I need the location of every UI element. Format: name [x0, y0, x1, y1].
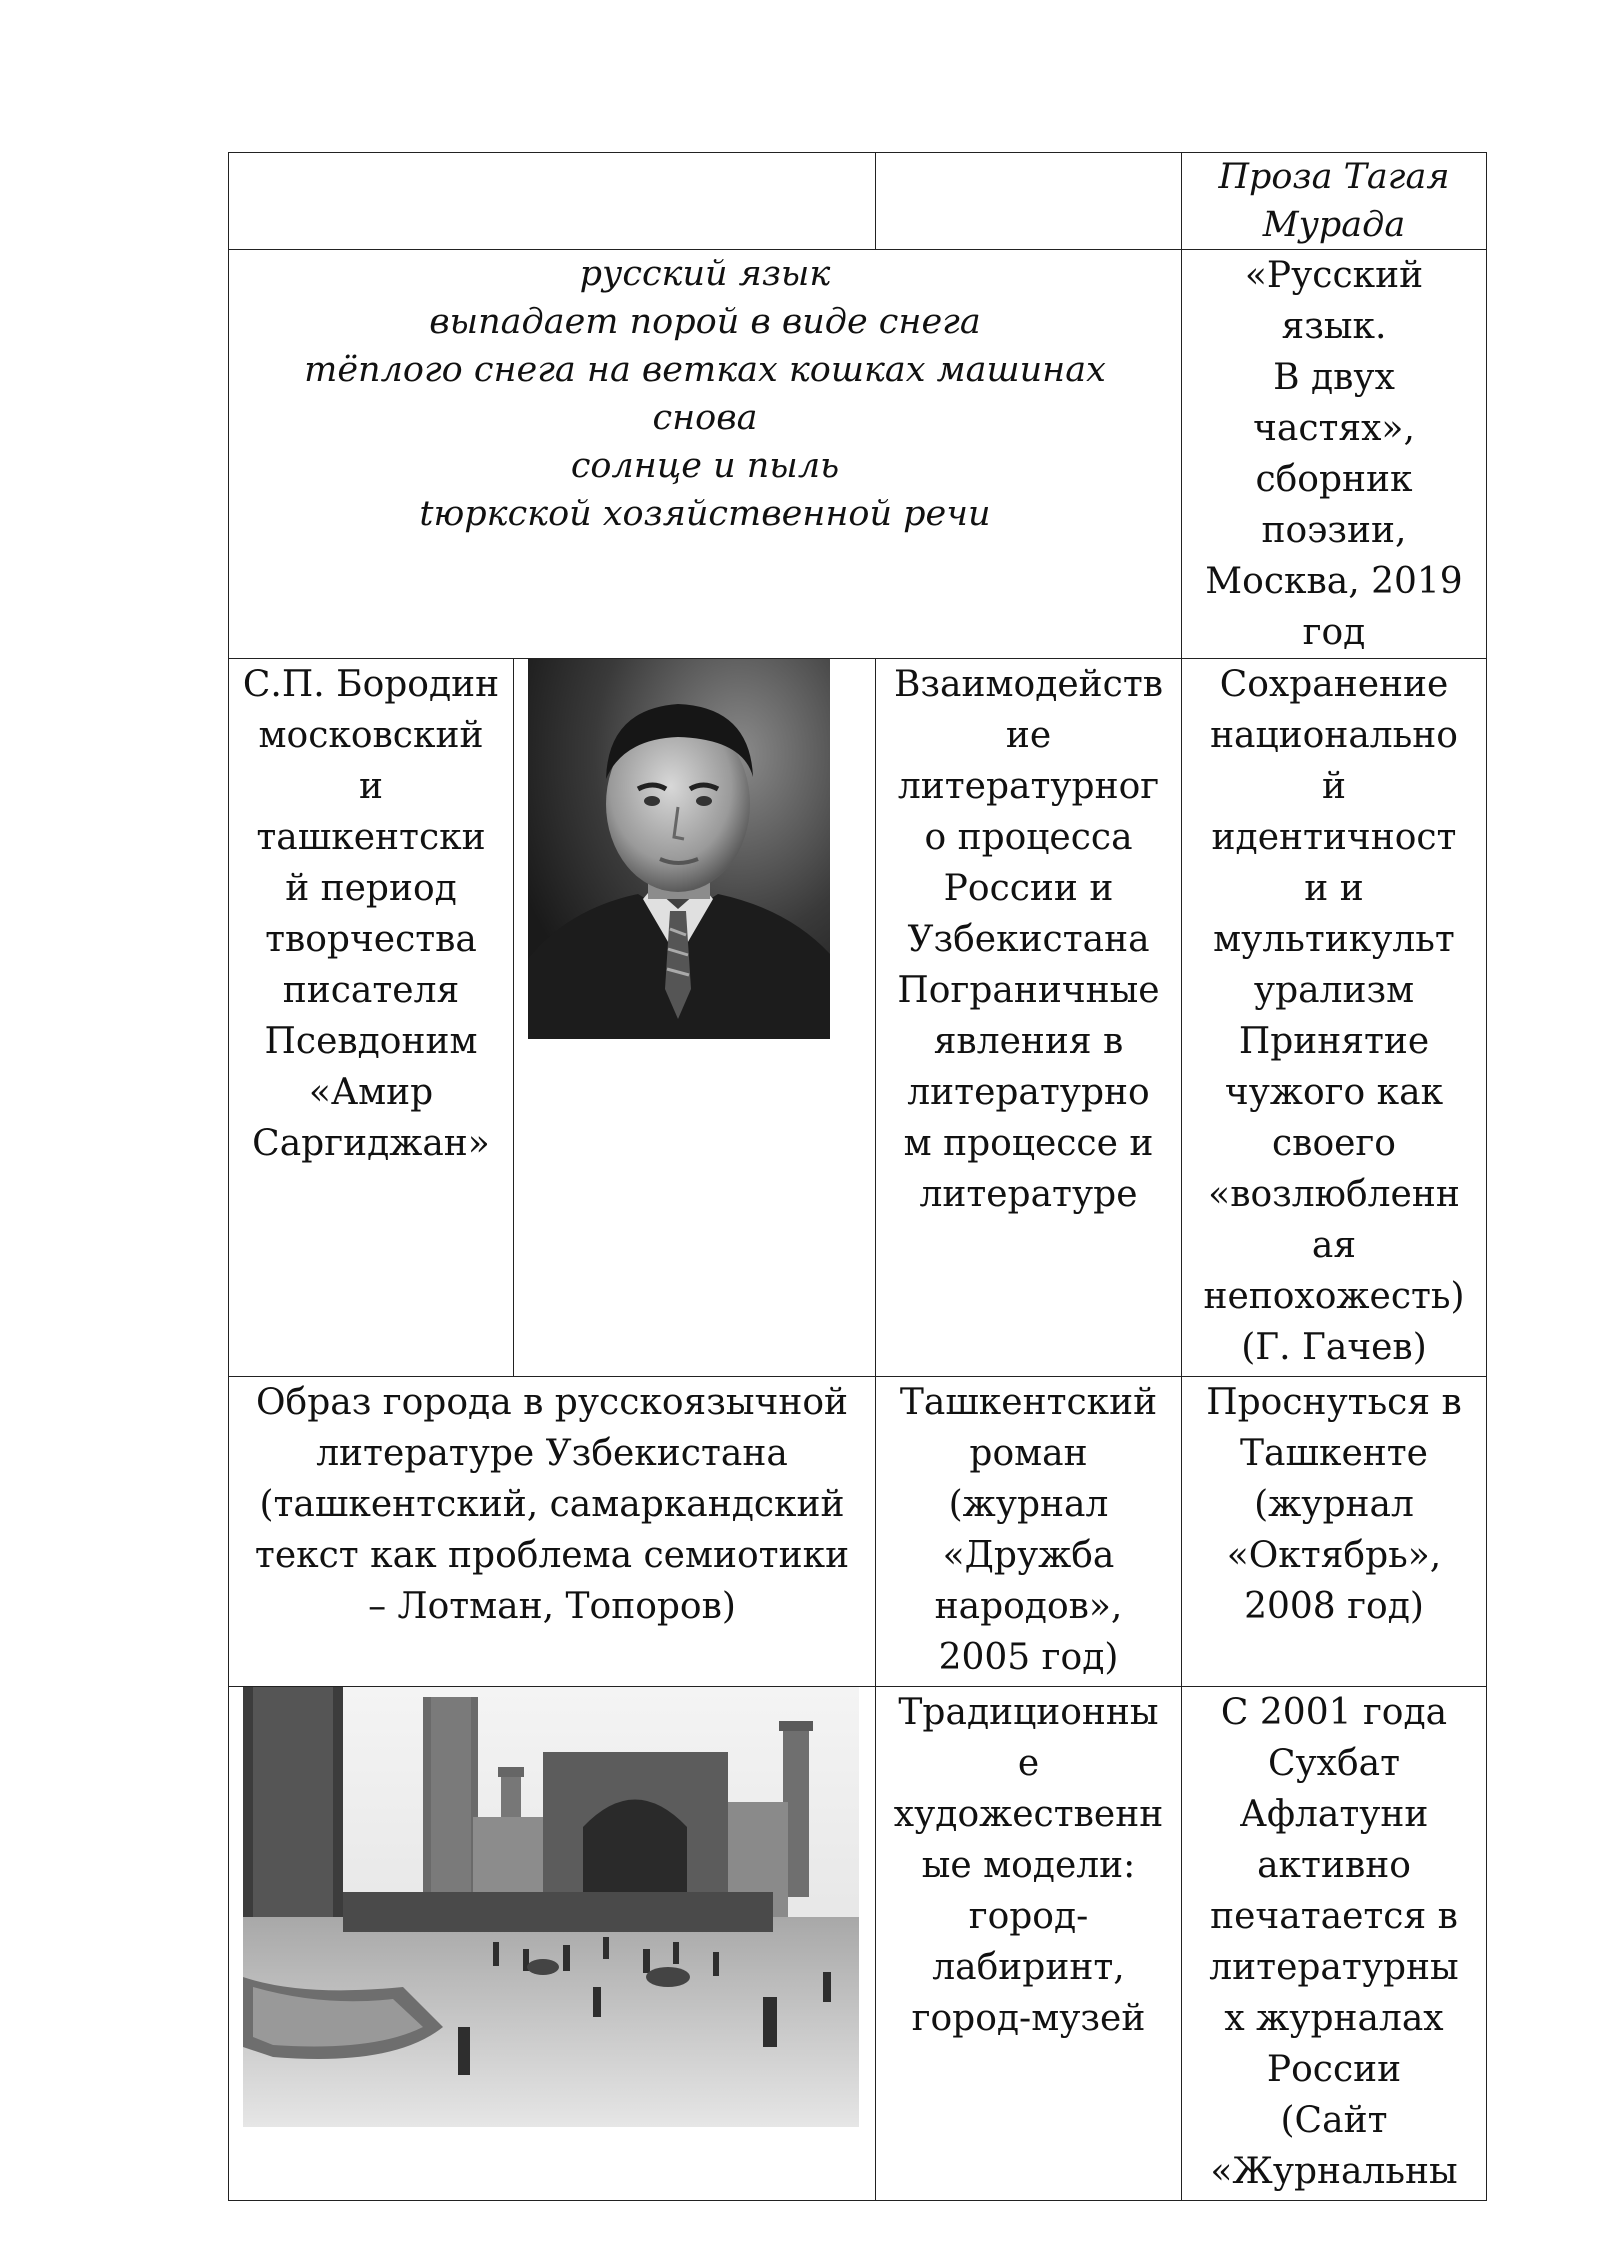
empty-cell	[876, 153, 1182, 250]
interaction-cell: Взаимодейств ие литературног о процесса России и Узбекистана Пограничные явления в литературно м процессе и литературе	[876, 659, 1182, 1377]
city-photo	[243, 1687, 859, 2127]
table-row	[229, 250, 1487, 659]
traditional-models-cell: Традиционны е художественн ые модели: город- лабиринт, город-музей	[876, 1687, 1182, 2201]
empty-cell	[229, 153, 876, 250]
identity-cell: Сохранение национально й идентичност и и мультикульт урализм Принятие чужого как своего «возлюбленн ая непохожесть) (Г. Гачев)	[1182, 659, 1487, 1377]
poem-cell: русский язык выпадает порой в виде снега тёплого снега на ветках кошках машинах снова солнце и пыль tюркской хозяйственной речи	[229, 250, 1182, 659]
table-row	[229, 1377, 1487, 1687]
portrait-cell	[514, 659, 876, 1377]
tashkent-novel-cell: Ташкентский роман (журнал «Дружба народов», 2005 год)	[876, 1377, 1182, 1687]
table-row	[229, 659, 1487, 1377]
city-photo-cell	[229, 1687, 876, 2201]
table-row	[229, 153, 1487, 250]
portrait-photo	[528, 659, 830, 1039]
table-row	[229, 1687, 1487, 2201]
aflatuni-cell: С 2001 года Сухбат Афлатуни активно печатается в литературны х журналах России (Сайт «Журнальны	[1182, 1687, 1487, 2201]
poem-source-cell: «Русский язык. В двух частях», сборник поэзии, Москва, 2019 год	[1182, 250, 1487, 659]
wake-up-cell: Проснуться в Ташкенте (журнал «Октябрь», 2008 год)	[1182, 1377, 1487, 1687]
city-image-cell: Образ города в русскоязычной литературе Узбекистана (ташкентский, самаркандский текст как проблема семиотики – Лотман, Топоров)	[229, 1377, 876, 1687]
prose-author-cell: Проза Тагая Мурада	[1182, 153, 1487, 250]
document-table	[228, 152, 1487, 2201]
borodin-cell: С.П. Бородин московский и ташкентски й период творчества писателя Псевдоним «Амир Саргиджан»	[229, 659, 514, 1377]
